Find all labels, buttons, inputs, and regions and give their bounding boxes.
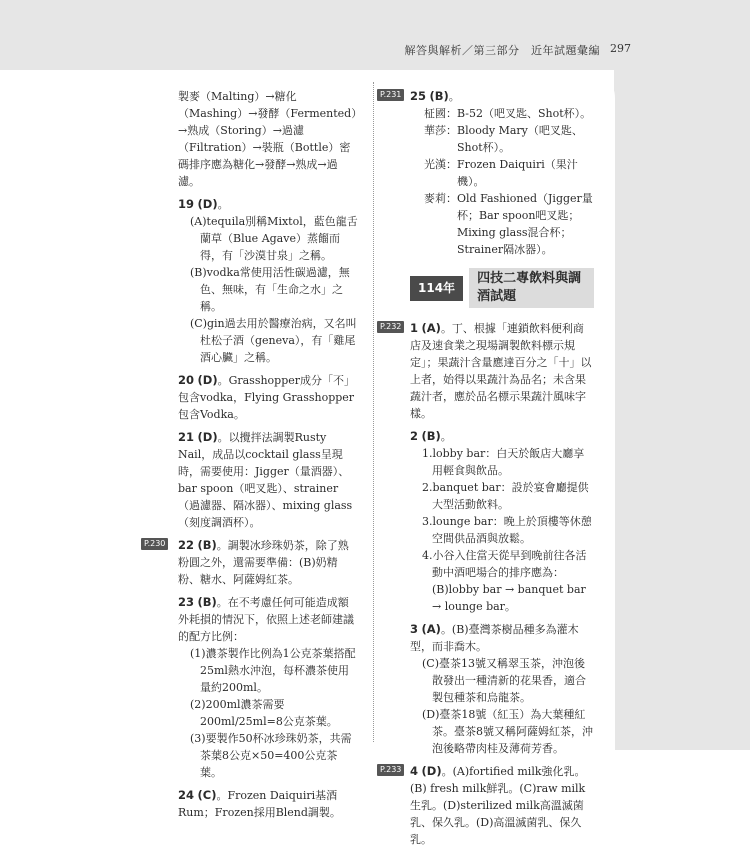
continuation-text: 製麥（Malting）→糖化（Mashing）→發酵（Fermented）→熟成（Storing）→過濾（Filtration）→裝瓶（Bottle）密碼排序應為糖化→發酵→熟成→過濾。 xyxy=(178,90,357,188)
answer-item-22 xyxy=(144,537,358,588)
person-answer-row: 柾國： B-52（吧叉匙、Shot杯）。 xyxy=(424,107,592,120)
page-number: 297 xyxy=(610,42,631,55)
item-number: 3 xyxy=(410,622,419,636)
item-text: 。(B)臺灣茶樹品種多為灌木型，而非喬木。 xyxy=(410,623,579,653)
item-text: 。丁、根據「連鎖飲料便利商店及速食業之現場調製飲料標示規定」；果蔬汁含量應達百分之「十」以上者，始得以果蔬汁為品名；未含果蔬汁者，應於品名標示果蔬汁風味字樣。 xyxy=(410,322,592,420)
page-ref-tag: P.233 xyxy=(377,764,404,776)
item-answer: (D) xyxy=(421,764,442,778)
item-text: 。Grasshopper成分「不」包含vodka，Flying Grasshopper包含Vodka。 xyxy=(178,374,356,421)
item-number: 23 xyxy=(178,595,195,609)
header-bar xyxy=(0,0,750,70)
running-title: 解答與解析／第三部分 近年試題彙編 xyxy=(404,44,600,57)
answer-item-23 xyxy=(178,594,358,781)
item-answer: (D) xyxy=(197,197,218,211)
item-answer: (D) xyxy=(197,373,218,387)
item-number: 2 xyxy=(410,429,419,443)
item-answer: (B) xyxy=(429,89,449,103)
item-answer: (B) xyxy=(197,595,217,609)
answer-item-2 xyxy=(410,428,594,615)
side-margin-tab xyxy=(614,70,750,750)
answer-item-21 xyxy=(178,429,358,531)
item-number: 4 xyxy=(410,764,419,778)
sub-point: (D)臺茶18號（紅玉）為大葉種紅茶。臺茶8號又稱阿薩姆紅茶，沖泡後略帶肉桂及薄荷芳香。 xyxy=(422,708,593,755)
item-text: 。 xyxy=(217,198,229,211)
item-number: 19 xyxy=(178,197,195,211)
section-year-badge: 114年 xyxy=(410,276,463,301)
sub-point: (2)200ml濃茶需要200ml/25ml=8公克茶葉。 xyxy=(190,698,338,728)
sub-point: 1.lobby bar：白天於飯店大廳享用輕食與飲品。 xyxy=(422,447,585,477)
item-text: 。Frozen Daiquiri基酒Rum；Frozen採用Blend調製。 xyxy=(178,789,341,819)
item-answer: (B) xyxy=(421,429,441,443)
item-text: 。(A)fortified milk強化乳。(B) fresh milk鮮乳。(C)raw milk 生乳。(D)sterilized milk高溫滅菌乳、保久乳。(D)高溫滅菌乳、保久乳。 xyxy=(410,765,586,846)
answer-item-24 xyxy=(178,787,358,821)
section-heading xyxy=(410,268,594,308)
item-number: 25 xyxy=(410,89,427,103)
sub-point: (C)gin過去用於醫療治病，又名叫杜松子酒（geneva），有「雞尾酒心臟」之稱。 xyxy=(190,317,357,364)
item-text: 。 xyxy=(440,430,452,443)
column-divider xyxy=(373,82,374,742)
person-answer-row: 光漢： Frozen Daiquiri（果汁機）。 xyxy=(424,158,578,188)
item-number: 1 xyxy=(410,321,419,335)
sub-point: 4.小谷入住當天從早到晚前往各活動中酒吧場合的排序應為：(B)lobby bar → banquet bar → lounge bar。 xyxy=(422,549,587,613)
item-number: 22 xyxy=(178,538,195,552)
answer-item-25 xyxy=(380,88,594,258)
person-answer-row: 華莎： Bloody Mary（吧叉匙、Shot杯）。 xyxy=(424,124,583,154)
page-ref-tag: P.231 xyxy=(377,89,404,101)
item-text: 。 xyxy=(448,90,460,103)
right-column xyxy=(380,88,594,854)
answer-item-20 xyxy=(178,372,358,423)
item-answer: (A) xyxy=(421,622,441,636)
sub-point: (1)濃茶製作比例為1公克茶葉搭配25ml熱水沖泡，每杯濃茶使用量約200ml。 xyxy=(190,647,356,694)
page-ref-tag: P.230 xyxy=(141,538,168,550)
answer-item-1 xyxy=(380,320,594,422)
item-answer: (D) xyxy=(197,430,218,444)
item-answer: (C) xyxy=(197,788,217,802)
sub-point: (3)要製作50杯冰珍珠奶茶，共需茶葉8公克×50=400公克茶葉。 xyxy=(190,732,352,779)
sub-point: 2.banquet bar：設於宴會廳提供大型活動飲料。 xyxy=(422,481,589,511)
answer-item-3 xyxy=(410,621,594,757)
item-text: 。在不考慮任何可能造成額外耗損的情況下，依照上述老師建議的配方比例： xyxy=(178,596,354,643)
sub-point: (B)vodka常使用活性碳過濾，無色、無味，有「生命之水」之稱。 xyxy=(190,266,350,313)
item-number: 24 xyxy=(178,788,195,802)
answer-item-19 xyxy=(178,196,358,366)
answer-item-4 xyxy=(380,763,594,848)
item-text: 。調製冰珍珠奶茶，除了熟粉圓之外，還需要準備：(B)奶精粉、糖水、阿薩姆紅茶。 xyxy=(178,539,349,586)
page-ref-tag: P.232 xyxy=(377,321,404,333)
item-answer: (B) xyxy=(197,538,217,552)
sub-point: (C)臺茶13號又稱翠玉茶，沖泡後散發出一種清新的花果香，適合製包種茶和烏龍茶。 xyxy=(422,657,586,704)
sub-point: 3.lounge bar：晚上於頂樓等休憩空間供品酒與放鬆。 xyxy=(422,515,592,545)
sub-point: (A)tequila別稱Mixtol，藍色龍舌蘭草（Blue Agave）蒸餾而得，有「沙漠甘泉」之稱。 xyxy=(190,215,358,262)
person-answer-row: 麥莉： Old Fashioned（Jigger量杯；Bar spoon吧叉匙；Mixing glass混合杯；Strainer隔冰器）。 xyxy=(424,192,593,256)
left-column xyxy=(144,88,358,827)
item-number: 21 xyxy=(178,430,195,444)
section-title: 四技二專飲料與調酒試題 xyxy=(469,268,594,308)
item-text: 。以攪拌法調製Rusty Nail，成品以cocktail glass呈現時，需要使用：Jigger（量酒器）、bar spoon（吧叉匙）、strainer（過濾器、隔冰器）、mixing glass（刻度調酒杯）。 xyxy=(178,431,353,529)
item-answer: (A) xyxy=(421,321,441,335)
item-number: 20 xyxy=(178,373,195,387)
